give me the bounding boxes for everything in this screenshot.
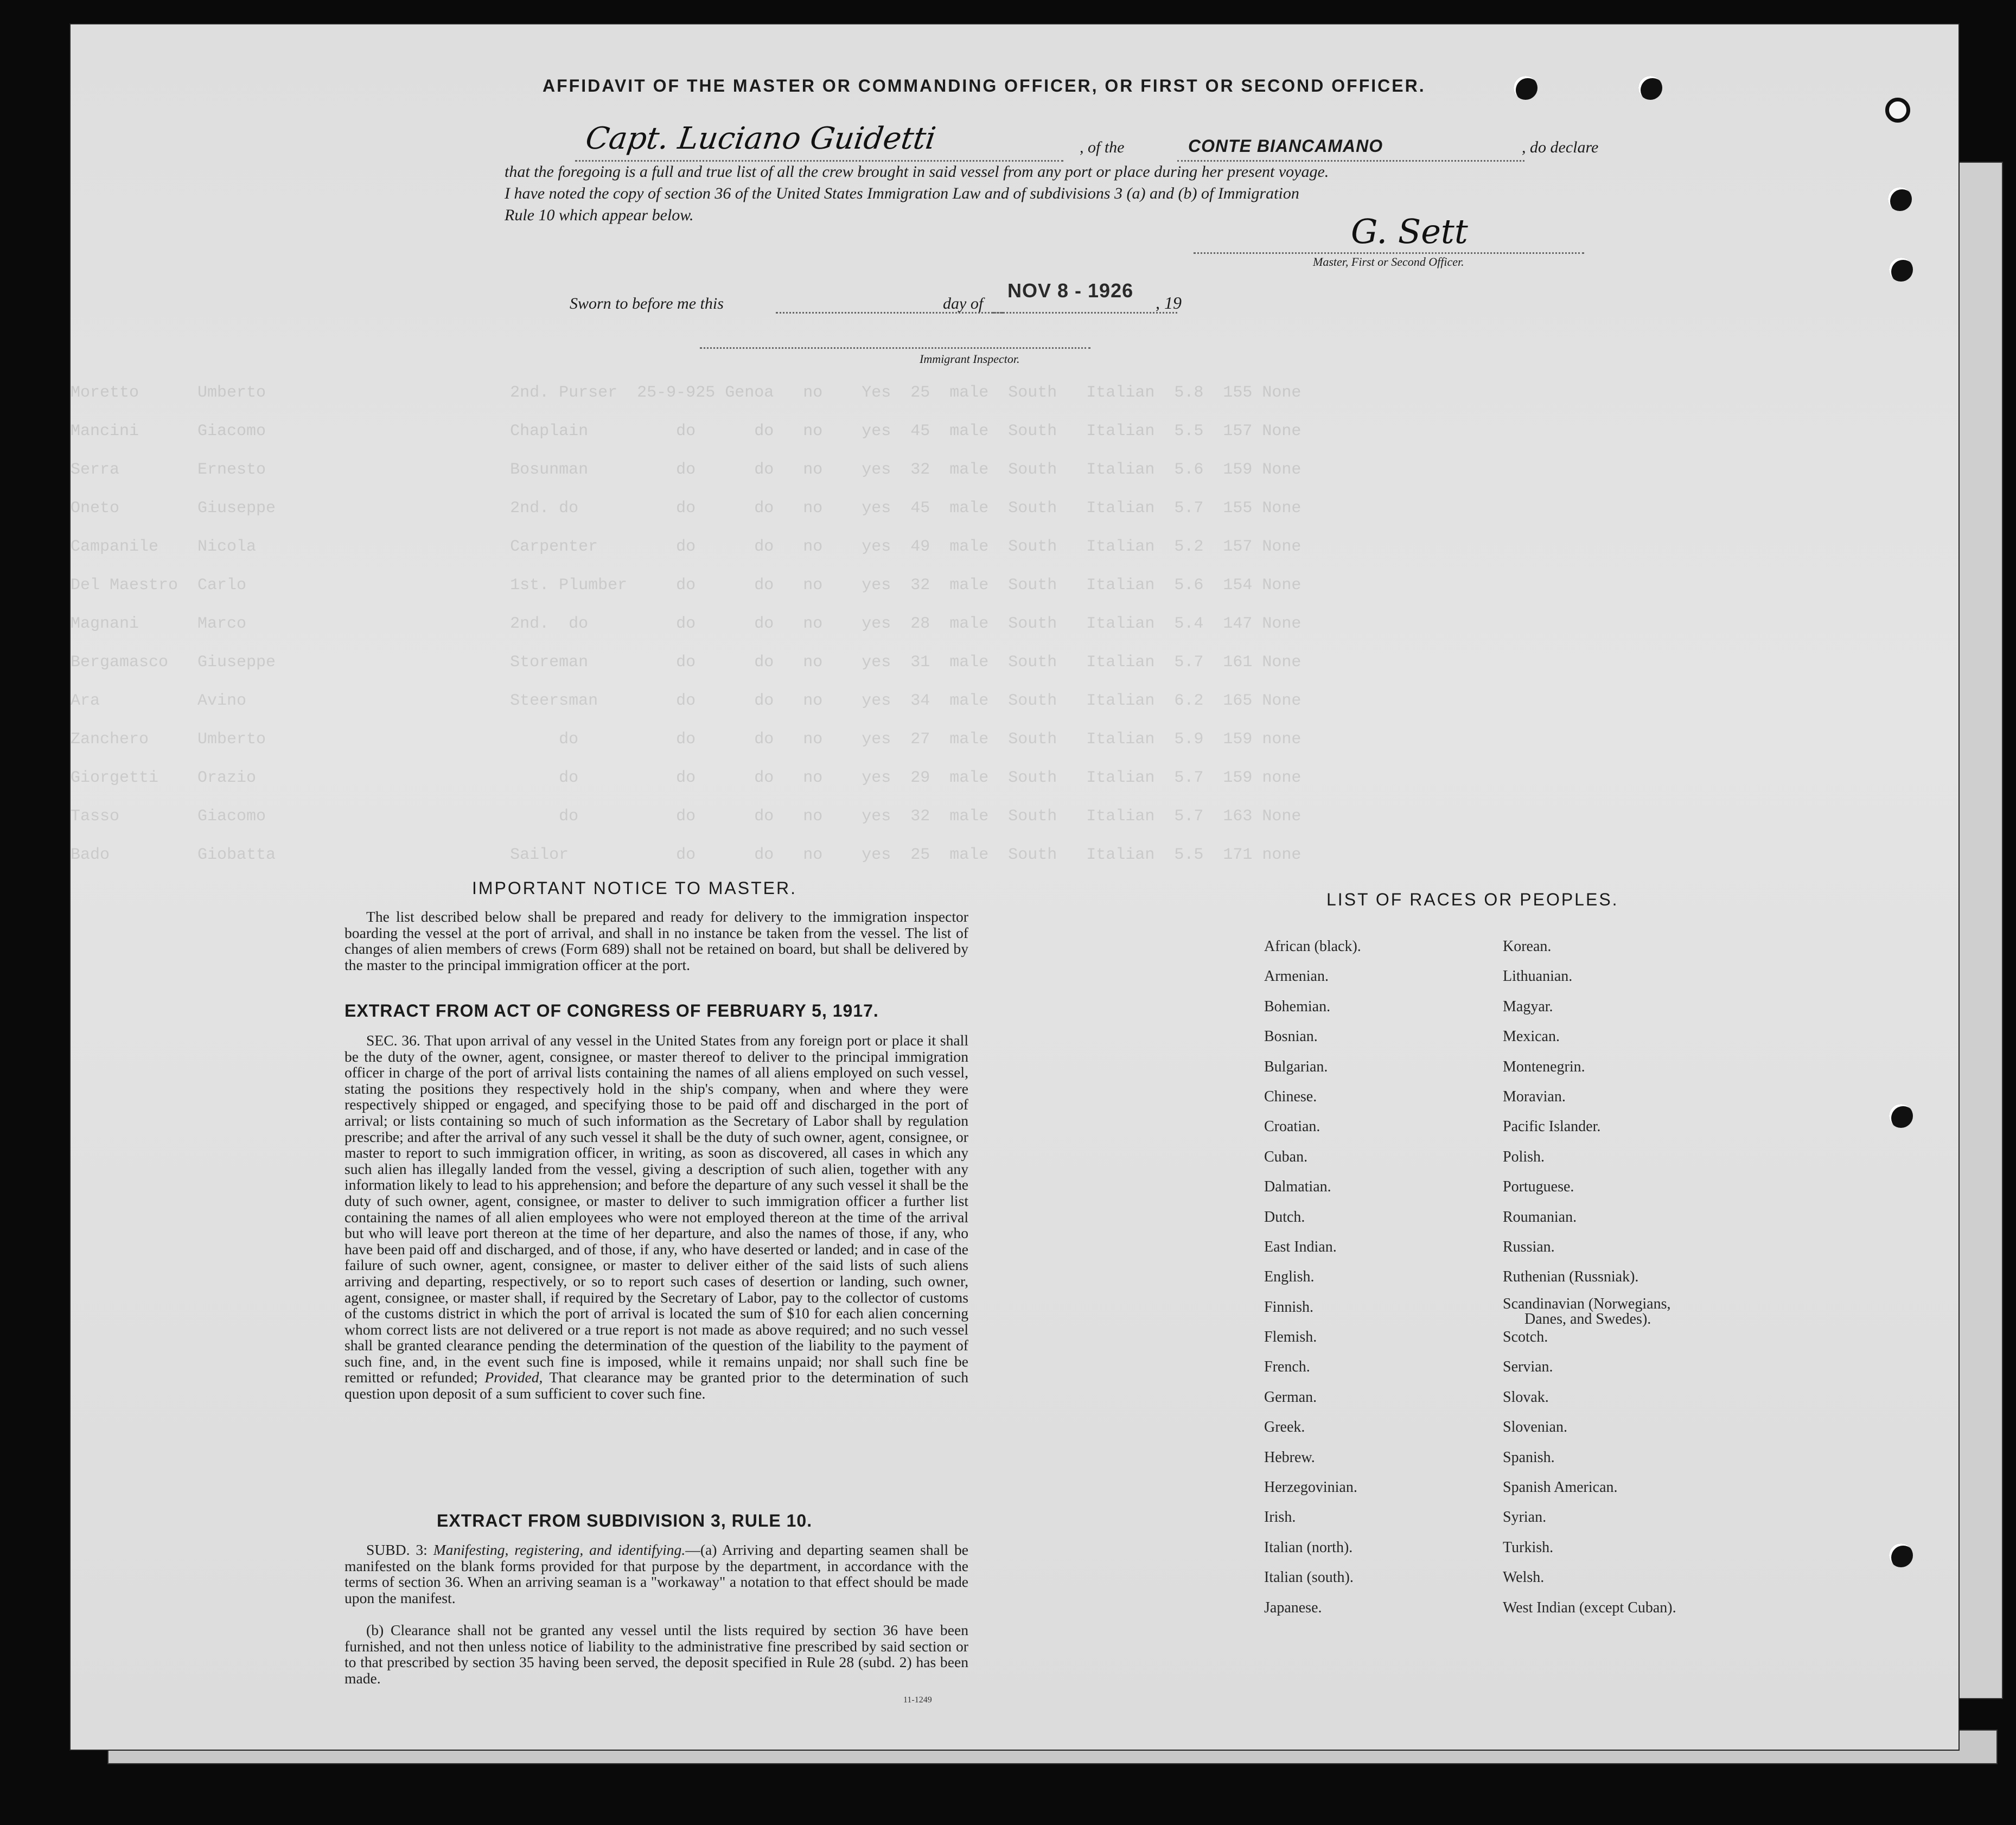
officer-signature-line <box>1194 252 1584 254</box>
race-item: West Indian (except Cuban). <box>1503 1599 1676 1616</box>
race-item: English. <box>1264 1268 1315 1286</box>
affidavit-line-4: Rule 10 which appear below. <box>505 206 694 224</box>
sworn-text: Sworn to before me this <box>570 295 724 312</box>
race-item: Pacific Islander. <box>1503 1118 1601 1135</box>
show-through-row: Bergamasco Giuseppe Storeman do do no yes 31 male South Italian 5.7 161 None <box>71 653 1302 672</box>
race-item: German. <box>1264 1388 1317 1406</box>
document-page <box>71 24 1958 1750</box>
race-item: Spanish American. <box>1503 1479 1618 1496</box>
race-item: Dalmatian. <box>1264 1178 1331 1196</box>
race-item: Chinese. <box>1264 1088 1317 1105</box>
race-item: East Indian. <box>1264 1238 1337 1255</box>
race-item: Italian (south). <box>1264 1569 1354 1586</box>
officer-caption: Master, First or Second Officer. <box>1313 255 1464 269</box>
show-through-row: Ara Avino Steersman do do no yes 34 male South Italian 6.2 165 None <box>71 692 1302 710</box>
race-item: Flemish. <box>1264 1329 1317 1346</box>
show-through-row: Del Maestro Carlo 1st. Plumber do do no yes 32 male South Italian 5.6 154 None <box>71 576 1302 595</box>
race-item: Irish. <box>1264 1509 1296 1526</box>
form-number: 11-1249 <box>903 1695 932 1705</box>
races-column-2 <box>1503 936 1807 1627</box>
captain-signature: Capt. Luciano Guidetti <box>583 121 938 156</box>
extract-act-text: SEC. 36. That upon arrival of any vessel in the United States from any foreign port or place it shall be the duty of the owner, agent, consignee, or master thereof to deliver to the principal immigration officer in charge of the port of arrival lists containing the names of all aliens employed on such vessel, stating the positions they respectively hold in the ship's company, when and where they were respectively shipped or engaged, and specifying those to be paid off and discharged in the port of arrival; or lists containing so much of such information as the Secretary of Labor shall by regulation prescribe; and after the arrival of any such vessel it shall be the duty of such owner, agent, consignee, or master to report to such immigration officer, in writing, as soon as discovered, all cases in which any such alien has illegally landed from the vessel, giving a description of such alien, together with any information likely to lead to his apprehension; and before the departure of any such vessel it shall be the duty of such owner, agent, consignee, or master to deliver to such immigration officer a further list containing the names of all alien employees who were not employed thereon at the time of the arrival but who will leave port thereon at the time of her departure, and also the names of those, if any, who have been paid off and discharged, and of those, if any, who have deserted or landed; and in case of the failure of such owner, agent, consignee, or master to deliver either of the said lists of such aliens arriving and departing, respectively, or so to report such cases of desertion or landing, such owner, agent, consignee, or master shall, if required by the Secretary of Labor, pay to the collector of customs of the customs district in which the port of arrival is located the sum of $10 for each alien concerning whom correct lists are not delivered or a true report is not made as above required; and no such vessel shall be granted clearance pending the determination of the question of the liability to the payment of such fine, and, in the event such fine is imposed, while it remains unpaid; nor shall such fine be remitted or refunded; Provided, That clearance may be granted prior to the determination of such question upon deposit of a sum sufficient to cover such fine. <box>344 1032 969 1402</box>
extract-rule-a: SUBD. 3: Manifesting, registering, and identifying.—(a) Arriving and departing seamen shall be manifested on the blank forms provided for that purpose by the department, in accordance with the terms of section 36. When an arriving seaman is a "workaway" a notation to that effect should be made upon the manifest. <box>344 1541 969 1606</box>
race-item: Finnish. <box>1264 1298 1314 1316</box>
punch-hole <box>1638 76 1662 100</box>
show-through-row: Tasso Giacomo do do do no yes 32 male South Italian 5.7 163 None <box>71 807 1302 826</box>
race-item: Korean. <box>1503 938 1552 955</box>
race-item: Montenegrin. <box>1503 1058 1585 1075</box>
race-item: African (black). <box>1264 938 1361 955</box>
race-item: Bulgarian. <box>1264 1058 1328 1075</box>
punch-hole <box>1888 187 1912 211</box>
race-item: Servian. <box>1503 1358 1553 1376</box>
race-item: Bosnian. <box>1264 1028 1318 1045</box>
year-text: , 19 <box>1156 293 1182 312</box>
race-item: Slovenian. <box>1503 1419 1567 1436</box>
affidavit-title: AFFIDAVIT OF THE MASTER OR COMMANDING OFFICER, OR FIRST OR SECOND OFFICER. <box>543 76 1426 95</box>
affidavit-line-3: I have noted the copy of section 36 of the United States Immigration Law and of subdivisions 3 (a) and (b) of Immigration <box>505 184 1299 202</box>
inspector-signature-line <box>700 347 1090 349</box>
race-item: Greek. <box>1264 1419 1305 1436</box>
inspector-caption: Immigrant Inspector. <box>920 352 1020 366</box>
race-item: Polish. <box>1503 1148 1545 1165</box>
show-through-row: Magnani Marco 2nd. do do do no yes 28 male South Italian 5.4 147 None <box>71 615 1302 633</box>
race-item: Magyar. <box>1503 998 1553 1015</box>
vessel-name: CONTE BIANCAMANO <box>1188 136 1383 156</box>
date-stamp: NOV 8 - 1926 <box>1007 279 1134 302</box>
race-item: Russian. <box>1503 1238 1555 1255</box>
affidavit-line-1: Capt. Luciano Guidetti , of the CONTE BIANCAMANO , do declare <box>575 133 1606 165</box>
race-item: Scotch. <box>1503 1329 1548 1346</box>
punch-hole <box>1514 76 1537 100</box>
race-item: Hebrew. <box>1264 1448 1315 1466</box>
show-through-row: Oneto Giuseppe 2nd. do do do no yes 45 male South Italian 5.7 155 None <box>71 499 1302 518</box>
race-item: Slovak. <box>1503 1388 1549 1406</box>
punch-hole <box>1885 98 1910 123</box>
officer-signature: G. Sett <box>1351 212 1468 251</box>
extract-rule-title: EXTRACT FROM SUBDIVISION 3, RULE 10. <box>437 1511 813 1530</box>
race-item: Scandinavian (Norwegians, <box>1503 1295 1671 1312</box>
races-column-1 <box>1264 936 1492 1627</box>
race-item: Portuguese. <box>1503 1178 1574 1196</box>
affidavit-line-2: that the foregoing is a full and true list of all the crew brought in said vessel from any port or place during her present voyage. <box>505 163 1329 181</box>
day-of-text: day of <box>943 295 984 312</box>
punch-hole <box>1889 1543 1913 1567</box>
extract-rule-b: (b) Clearance shall not be granted any vessel until the lists required by section 36 have been furnished, and not then unless notice of liability to the administrative fine prescribed by said section or to that prescribed by section 35 having been served, the deposit specified in Rule 28 (subd. 2) has been made. <box>344 1622 968 1687</box>
show-through-row: Campanile Nicola Carpenter do do no yes 49 male South Italian 5.2 157 None <box>71 538 1302 556</box>
race-item: Roumanian. <box>1503 1208 1577 1226</box>
race-item: Spanish. <box>1503 1448 1555 1466</box>
show-through-row: Serra Ernesto Bosunman do do no yes 32 male South Italian 5.6 159 None <box>71 461 1302 479</box>
race-item: Mexican. <box>1503 1028 1560 1045</box>
race-item: Lithuanian. <box>1503 968 1573 985</box>
race-item: Ruthenian (Russniak). <box>1503 1268 1639 1286</box>
race-item: French. <box>1264 1358 1310 1376</box>
show-through-row: Bado Giobatta Sailor do do no yes 25 male South Italian 5.5 171 none <box>71 846 1302 864</box>
punch-hole <box>1889 258 1913 282</box>
show-through-row: Moretto Umberto 2nd. Purser 25-9-925 Genoa no Yes 25 male South Italian 5.8 155 None <box>71 384 1302 402</box>
race-item: Syrian. <box>1503 1509 1547 1526</box>
race-item: Turkish. <box>1503 1539 1554 1556</box>
show-through-row: Giorgetti Orazio do do do no yes 29 male South Italian 5.7 159 none <box>71 769 1302 787</box>
race-item: Welsh. <box>1503 1569 1545 1586</box>
notice-title: IMPORTANT NOTICE TO MASTER. <box>472 878 797 898</box>
race-item: Croatian. <box>1264 1118 1320 1135</box>
race-item: Cuban. <box>1264 1148 1308 1165</box>
race-item: Danes, and Swedes). <box>1524 1310 1651 1328</box>
race-item: Moravian. <box>1503 1088 1566 1105</box>
races-title: LIST OF RACES OR PEOPLES. <box>1326 890 1619 909</box>
show-through-row: Zanchero Umberto do do do no yes 27 male South Italian 5.9 159 none <box>71 730 1302 749</box>
race-item: Herzegovinian. <box>1264 1479 1357 1496</box>
race-item: Japanese. <box>1264 1599 1322 1616</box>
race-item: Italian (north). <box>1264 1539 1353 1556</box>
notice-text: The list described below shall be prepared and ready for delivery to the immigration inspector boarding the vessel at the port of arrival, and shall in no instance be taken from the vessel. The list of changes of alien members of crews (Form 689) shall not be retained on board, but shall be delivered by the master to the principal immigration officer at the port. <box>344 908 968 973</box>
race-item: Armenian. <box>1264 968 1329 985</box>
show-through-row: Mancini Giacomo Chaplain do do no yes 45 male South Italian 5.5 157 None <box>71 422 1302 441</box>
race-item: Bohemian. <box>1264 998 1331 1015</box>
punch-hole <box>1889 1104 1913 1128</box>
race-item: Dutch. <box>1264 1208 1305 1226</box>
extract-act-title: EXTRACT FROM ACT OF CONGRESS OF FEBRUARY 5, 1917. <box>344 1001 879 1020</box>
